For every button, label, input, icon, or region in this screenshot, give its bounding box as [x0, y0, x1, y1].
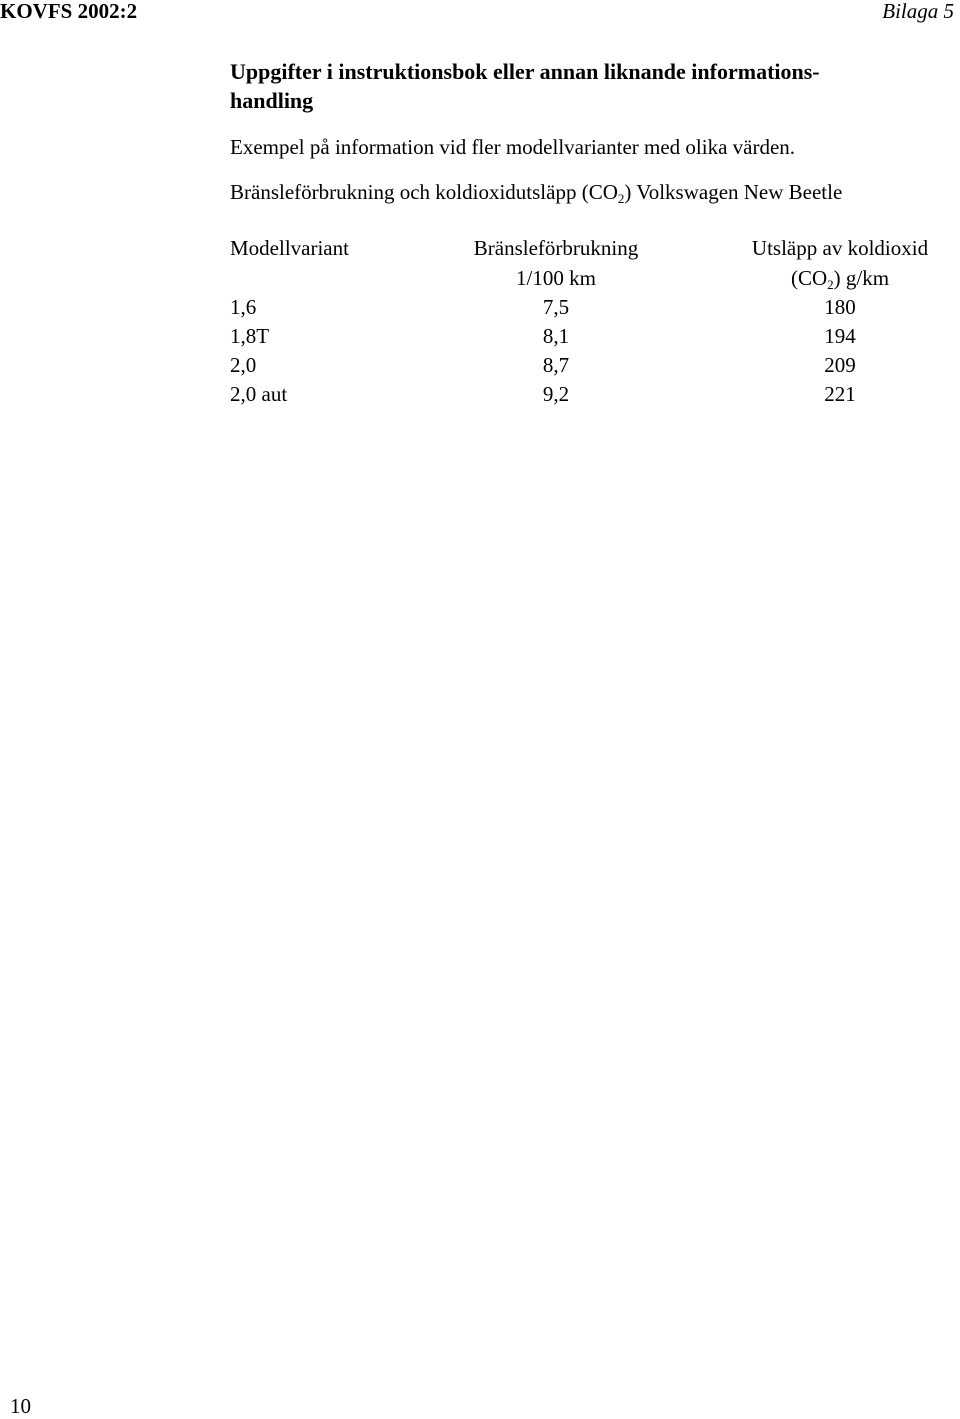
table-caption [230, 180, 842, 205]
co2-unit-prefix: (CO [790, 266, 828, 290]
caption-text: Bränsleförbrukning och koldioxidutsläpp (CO [230, 180, 618, 204]
table-row-1-fuel: 7,5 [542, 295, 570, 319]
table-row-1-co2: 180 [824, 295, 856, 319]
table-row-2-variant: 1,8T [230, 324, 270, 348]
table-row-4-variant: 2,0 aut [230, 382, 288, 406]
co2-unit-suffix: ) g/km [833, 266, 890, 290]
caption-text-end: ) Volkswagen New Beetle [624, 180, 843, 204]
intro-text: Exempel på information vid fler modellvarianter med olika värden. [230, 135, 796, 159]
co2-unit-subscript: 2 [827, 277, 834, 292]
table-row-2-fuel: 8,1 [542, 324, 570, 348]
caption-subscript: 2 [617, 191, 625, 206]
table-row-4-fuel: 9,2 [542, 382, 570, 406]
header-co2-unit [745, 266, 935, 291]
document-series: KOVFS 2002:2 [0, 0, 138, 23]
page-title [230, 57, 950, 115]
table-row-3-variant: 2,0 [230, 353, 257, 377]
header-co2-emissions: Utsläpp av koldioxid [751, 236, 929, 260]
header-model-variant: Modellvariant [230, 236, 349, 260]
page-title-line-1: Uppgifter i instruktionsbok eller annan liknande informations- [230, 59, 820, 84]
page-number: 10 [10, 1394, 31, 1418]
table-row-2-co2: 194 [824, 324, 856, 348]
header-fuel-consumption: Bränsleförbrukning [473, 236, 639, 260]
header-fuel-unit: 1/100 km [516, 266, 596, 290]
table-row-3-co2: 209 [824, 353, 856, 377]
page-title-line-2: handling [230, 88, 314, 113]
table-row-4-co2: 221 [824, 382, 856, 406]
appendix-label: Bilaga 5 [882, 0, 954, 23]
table-row-3-fuel: 8,7 [542, 353, 570, 377]
table-row-1-variant: 1,6 [230, 295, 257, 319]
